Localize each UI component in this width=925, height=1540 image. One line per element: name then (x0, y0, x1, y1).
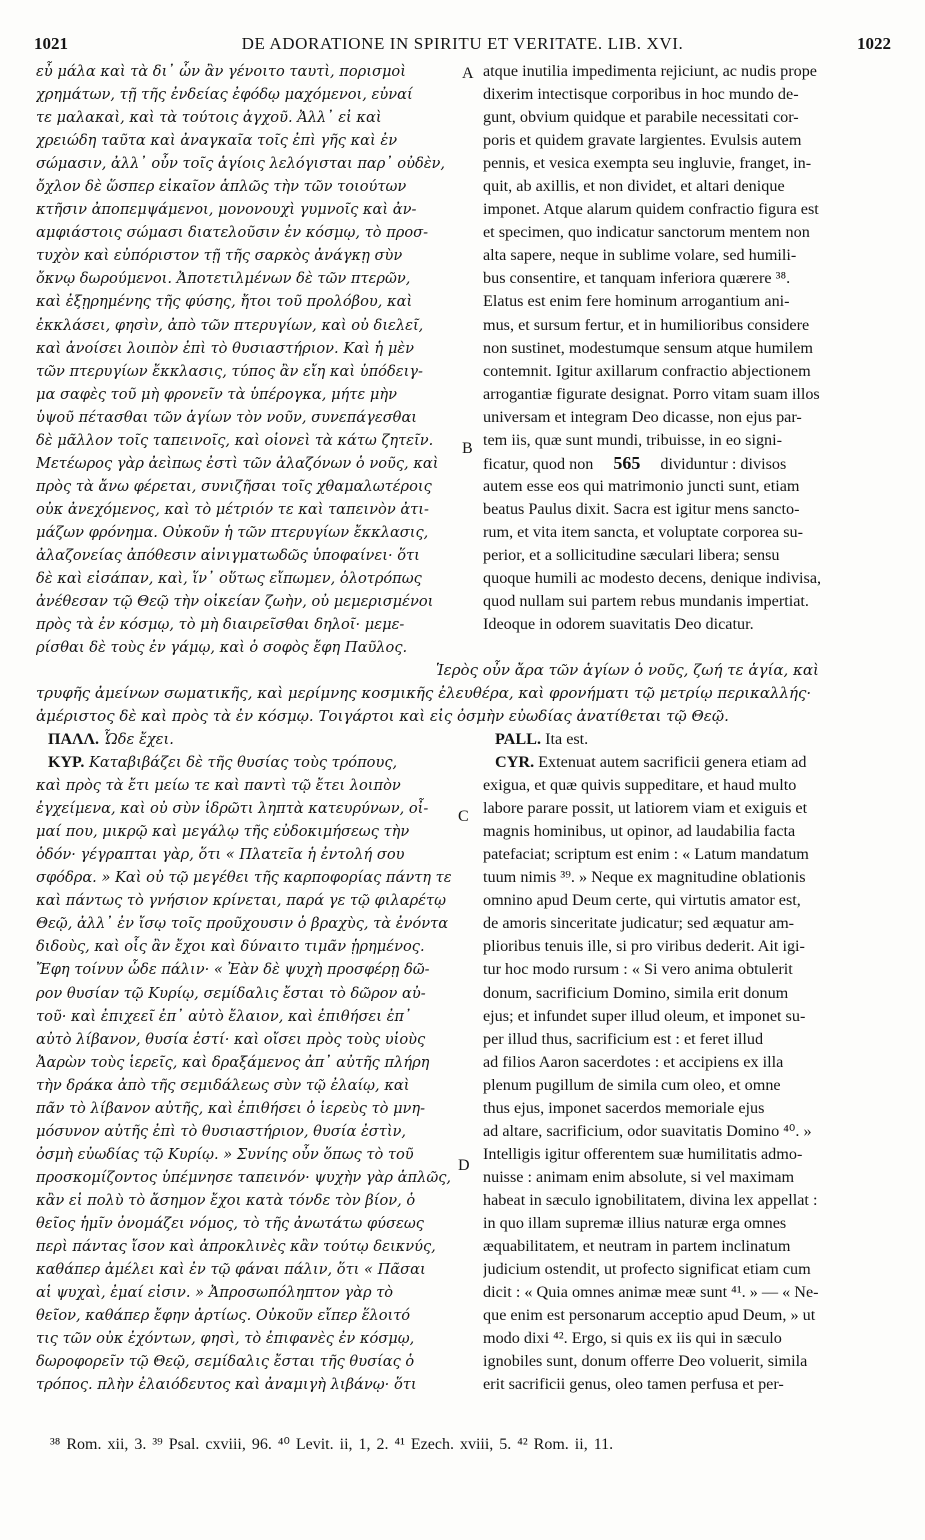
speaker-text: Καταβιβάζει δὲ τῆς θυσίας τοὺς τρόπους, (88, 754, 398, 772)
latin-text-line: perior, et a sollicitudine sæculari libera; sensu (483, 545, 780, 564)
greek-text-line: δωροφορεῖν τῷ Θεῷ, σεμίδαλις ἔσται τῆς θυσίας ὁ (36, 1353, 415, 1371)
latin-text-line: ad filios Aaron sacerdotes : et accipiens ex illa (483, 1052, 784, 1071)
latin-text-line: imponet. Atque alarum quidem confractio figura est (483, 200, 819, 219)
page-number-right: 1022 (857, 34, 891, 53)
greek-text-line: πρὸς τὰ ἄνω φέρεται, συνιζῆσαι τοῖς χθαμαλωτέροις (36, 477, 432, 495)
greek-text-line: σώμασιν, ἀλλ᾽ οὖν τοῖς ἁγίοις λελόγισται παρ᾽ οὐδὲν, (36, 155, 446, 173)
latin-text-line: contemnit. Igitur axillarum confractio abjectionem (483, 361, 811, 380)
latin-text-line: atque inutilia impedimenta rejiciunt, ac nudis prope (483, 62, 817, 80)
speaker-text: Extenuat autem sacrificii genera etiam ad (538, 753, 807, 772)
latin-text-line: beatus Paulus dixit. Sacra est igitur mens sancto- (483, 499, 800, 518)
latin-text-line: poris et quidem gravate largientes. Evulsis autem (483, 131, 802, 150)
latin-text-line: labore parare possit, ut latiorem viam et exiguis et (483, 799, 808, 818)
latin-text-line: judicium ostendit, ut profecto significat etiam cum (483, 1260, 811, 1279)
latin-text-line: quit, ab axillis, et non dividet, et altari denique (483, 177, 785, 196)
latin-text-line: pennis, et vesica exempta seu ingluvie, franget, in- (483, 154, 812, 173)
latin-text-line: habeat in sæculo ignobilitatem, divina lex appellat : (483, 1190, 818, 1209)
greek-column-bottom (36, 728, 460, 1396)
latin-text-line: quod nullam sui partem rebus mundanis impertiat. (483, 592, 809, 611)
latin-text-line: in quo illam supremæ illius naturæ erga omnes (483, 1213, 787, 1232)
speaker-pall-line (36, 728, 460, 751)
greek-text-line: περὶ πάντας ἴσον καὶ ἀπροκλινὲς κἂν τούτῳ δεικνύς, (36, 1238, 436, 1256)
greek-text-line: αἱ ψυχαὶ, ἐμαί εἰσιν. » Ἀπροσωπόληπτον γὰρ τὸ (36, 1284, 394, 1302)
latin-text-line: que enim est personarum acceptio apud Deum, » ut (483, 1306, 816, 1325)
speaker-label: ΚΥΡ. (48, 754, 85, 772)
greek-text-line: χρημάτων, τῇ τῆς ἐνδείας ἐφόδῳ μαχόμενοι, εὐναί (36, 86, 413, 104)
latin-text-line: dixerim intectisque corporibus in hoc mundo de- (483, 85, 799, 104)
latin-column-bottom (483, 728, 889, 1396)
latin-text-line: Elatus est enim fere hominum arrogantium ani- (483, 292, 790, 311)
latin-text-line: patefaciat; scriptum est enim : « Latum mandatum (483, 845, 809, 864)
margin-letter-c: C (458, 808, 469, 825)
greek-text-line: καὶ ἐξῃρημένης τῆς φύσης, ἤτοι τοῦ προλόβου, καὶ (36, 293, 413, 311)
latin-text-line: tuum nimis ³⁹. » Neque ex magnitudine oblationis (483, 868, 806, 887)
latin-text-line: rum, et vita item sancta, et voluptate corporea su- (483, 522, 804, 541)
greek-text-line: τε μαλακαὶ, καὶ τὰ τούτοις ἀγχοῦ. Ἀλλ᾽ εἰ καὶ (36, 109, 382, 127)
latin-text-line: ad altare, sacrificium, odor suavitatis Domino ⁴⁰. » (483, 1121, 812, 1140)
latin-text-line: autem esse eos qui matrimonio juncti sunt, etiam (483, 476, 800, 495)
greek-text-line: ὁδόν· γέγραπται γὰρ, ὅτι « Πλατεῖα ἡ ἐντολή σου (36, 846, 405, 864)
latin-text-line: ignobiles sunt, donum offerre Deo voluerit, simila (483, 1352, 808, 1371)
greek-text-line: οὐκ ἀνεχόμενος, καὶ τὸ μέτριόν τε καὶ ταπεινὸν ἀτι- (36, 500, 429, 518)
greek-column-top (36, 60, 460, 659)
full-width-line: τρυφῆς ἀμείνων σωματικῆς, καὶ μερίμνης κοσμικῆς ἐλευθέρα, καὶ φρονήματι τῷ μετρίῳ περικαλλής· (36, 684, 812, 703)
latin-text-line: nuisse : animam enim absolute, si vel maximam (483, 1167, 795, 1186)
greek-text-line: ἀνέθεσαν τῷ Θεῷ τὴν οἰκείαν ζωὴν, οὐ μεμερισμένοι (36, 593, 434, 611)
greek-text-line: καθάπερ ἀμέλει καὶ ἐν τῷ φάναι πάλιν, ὅτι « Πᾶσαι (36, 1261, 426, 1279)
greek-text-line: μα σαφὲς τοῦ μὴ φρονεῖν τὰ ὑπέρογκα, μήτε μὴν (36, 385, 397, 403)
greek-text-line: τὴν δράκα ἀπὸ τῆς σεμιδάλεως σὺν τῷ ἐλαίῳ, καὶ (36, 1076, 410, 1094)
latin-text-line: Ideoque in odorem suavitatis Deo dicatur. (483, 615, 754, 634)
full-width-line: ἀμέριστος δὲ καὶ πρὸς τὰ ἐν κόσμῳ. Τοιγάρτοι καὶ εἰς ὀσμὴν εὐωδίας ἀνατίθεται τῷ Θεῷ. (36, 707, 729, 726)
latin-text-line: dicit : « Quia omnes animæ meæ sunt ⁴¹. » — « Ne- (483, 1283, 819, 1302)
latin-text-line: bus consentire, et tanquam inferiora quærere ³⁸. (483, 269, 791, 288)
greek-text-line: θεῖος ἡμῖν ὀνομάζει νόμος, τὸ τῆς ἀνωτάτω φύσεως (36, 1214, 424, 1232)
greek-text-line: τρόπος. πλὴν ἐλαιόδευτος καὶ ἀναμιγὴ λιβάνῳ· ὅτι (36, 1376, 417, 1394)
greek-text-line: Μετέωρος γὰρ ἀεὶπως ἐστὶ τῶν ἀλαζόνων ὁ νοῦς, καὶ (36, 454, 439, 472)
page-number-left: 1021 (34, 34, 68, 53)
greek-text-line: αμφιάστοις σώμασι διατελοῦσιν ἐν κόσμῳ, τὸ προσ- (36, 224, 429, 242)
margin-letter-d: D (458, 1157, 470, 1174)
latin-text-line: thus ejus, imponet sacerdos memoriale ejus (483, 1098, 765, 1117)
greek-text-line: κτῆσιν ἀποπεμψάμενοι, μονονουχὶ γυμνοῖς καὶ ἀν- (36, 201, 417, 219)
greek-text-line: δὲ καὶ εἰσάπαν, καὶ, ἵν᾽ οὕτως εἴπωμεν, ὁλοτρόπως (36, 570, 422, 588)
latin-text-line: plioribus tenuis ille, si pro viribus dederit. Ait igi- (483, 937, 805, 956)
greek-text-line: διδοὺς, καὶ οἷς ἂν ἔχοι καὶ δύναιτο τιμᾶν ᾑρημένος. (36, 938, 425, 956)
greek-text-line: αὐτὸ λίβανον, θυσία ἐστί· καὶ οἴσει πρὸς τοὺς υἱοὺς (36, 1030, 426, 1048)
greek-text-line: σφόδρα. » Καὶ οὐ τῷ μεγέθει τῆς καρποφορίας πάντη τε (36, 869, 452, 887)
latin-text-line: plenum pugillum de simila cum oleo, et omne (483, 1075, 781, 1094)
latin-text-fragment: dividuntur : divisos (660, 454, 787, 473)
latin-text-line: donum, sacrificium Domino, simila erit donum (483, 983, 789, 1002)
greek-text-line: Ἔφη τοίνυν ὧδε πάλιν· « Ἐὰν δὲ ψυχὴ προσφέρῃ δῶ- (36, 961, 430, 979)
latin-text-line: alta sapere, neque in sublime volare, sed humili- (483, 246, 797, 265)
greek-text-line: καὶ ἀνοίσει λοιπὸν ἐπὶ τὸ θυσιαστήριον. Καὶ ἡ μὲν (36, 339, 415, 357)
latin-text-line: tur hoc modo rursum : « Si vero anima obtulerit (483, 960, 793, 979)
full-width-line: Ἱερὸς οὖν ἄρα τῶν ἁγίων ὁ νοῦς, ζωή τε ἁγία, καὶ (436, 661, 819, 679)
greek-text-line: μόσυνον αὐτῆς ἐπὶ τὸ θυσιαστήριον, θυσία ἐστὶν, (36, 1122, 407, 1140)
latin-text-line: omnino apud Deum certe, qui virtutis amator est, (483, 891, 801, 910)
greek-text-line: τις τῶν οὐκ ἐχόντων, φησὶ, τὸ ἐπιφανὲς ἐν κόσμῳ, (36, 1330, 415, 1348)
greek-text-line: χρειώδη ταῦτα καὶ ἀναγκαῖα τοῖς ἐπὶ γῆς καὶ ἐν (36, 132, 398, 150)
greek-text-line: Θεῷ, ἀλλ᾽ ἐν ἴσῳ τοῖς προῦχουσιν ὁ βραχὺς, τὰ ἐνόντα (36, 915, 449, 933)
speaker-pall-line (483, 728, 889, 751)
greek-text-line: καὶ πάντως τὸ γνήσιον κρίνεται, παρά γε τῷ φιλαρέτῳ (36, 892, 446, 910)
latin-text-line: non sustinet, modestumque sensum atque humilem (483, 338, 814, 357)
speaker-text: Ὧδε ἔχει. (103, 731, 174, 748)
greek-text-line: τῶν πτερυγίων ἔκκλασις, τύπος ἂν εἴη καὶ ὑπόδειγ- (36, 362, 423, 380)
greek-text-line: ὀσμὴ εὐωδίας τῷ Κυρίῳ. » Συνίης οὖν ὅπως τὸ τοῦ (36, 1145, 414, 1163)
latin-text-line: magnis hominibus, ut opinor, ad laudabilia facta (483, 822, 796, 841)
latin-text-line: per illud thus, sacrificium est : et feret illud (483, 1029, 764, 1048)
latin-text-line: universam et integram Deo dicasse, non ejus par- (483, 407, 802, 426)
greek-text-line: ἐκκλάσει, φησὶν, ἀπὸ τῶν πτερυγίων, καὶ οὐ διελεῖ, (36, 316, 424, 334)
margin-letter-a: A (462, 65, 474, 82)
greek-text-line: θεῖον, καθάπερ ἔφην ἀρτίως. Οὐκοῦν εἴπερ ἕλοιτό (36, 1307, 411, 1325)
greek-text-line: προσκομίζοντος ὑπέμνησε ταπεινόν· ψυχὴν γὰρ ἁπλῶς, (36, 1168, 452, 1186)
latin-text-line: de amoris sinceritate judicatur; sed æquatur am- (483, 914, 795, 933)
speaker-text: Ita est. (545, 730, 589, 748)
greek-text-line: δὲ μᾶλλον τοῖς ταπεινοῖς, καὶ οἱονεὶ τὰ κάτω ζητεῖν. (36, 431, 434, 449)
latin-text-line: et specimen, quo indicatur sanctorum mentem non (483, 223, 810, 242)
latin-text-line: quoque humili ac modesto decens, denique indivisa, (483, 569, 822, 588)
latin-text-line: æquabilitatem, et neutram in partem inclinatum (483, 1237, 791, 1256)
greek-text-line: ρίσθαι δὲ τοὺς ἐν γάμῳ, καὶ ὁ σοφὸς ἔφη Παῦλος. (36, 639, 408, 657)
greek-text-line: ὄκνῳ δωρούμενοι. Ἀποτετιλμένων δὲ τῶν πτερῶν, (36, 270, 411, 288)
speaker-label: CYR. (495, 753, 535, 772)
running-title: DE ADORATIONE IN SPIRITU ET VERITATE. LIB. XVI. (241, 34, 684, 53)
greek-text-line: κἂν εἰ πολὺ τὸ ἄσημον ἔχοι κατὰ τόνδε τὸν βίον, ὁ (36, 1191, 416, 1209)
latin-text-line: ejus; et infundet super illud oleum, et imponet su- (483, 1006, 806, 1025)
latin-text-line: modo dixi ⁴². Ergo, si quis ex iis qui in sæculo (483, 1329, 782, 1348)
latin-text-line: arrogantiæ figurate designat. Porro vitam suam illos (483, 384, 820, 403)
greek-text-line: ἀλαζονείας ἀπόθεσιν αἰνιγματωδῶς ὑποφαίνει· ὅτι (36, 546, 420, 564)
greek-text-line: τυχὸν καὶ εὐπόριστον τῇ τῆς σαρκὸς ἀνάγκῃ σὺν (36, 247, 403, 265)
greek-text-line: τοῦ· καὶ ἐπιχεεῖ ἐπ᾽ αὐτὸ ἔλαιον, καὶ ἐπιθήσει ἐπ᾽ (36, 1007, 412, 1025)
greek-text-line: εὖ μάλα καὶ τὰ δι᾽ ὧν ἂν γένοιτο ταυτὶ, πορισμοὶ (36, 63, 406, 80)
column-number-marker: 565 (613, 452, 641, 473)
latin-text-line: gunt, obvium quidque et parabile necessitati cor- (483, 108, 799, 127)
latin-text-line: Intelligis igitur offerentem suæ humilitatis admo- (483, 1144, 803, 1163)
greek-text-line: ἐγχείμενα, καὶ οὐ σὺν ἱδρῶτι ληπτὰ κατευρύνων, οἶ- (36, 800, 429, 818)
latin-text-fragment: ficatur, quod non (483, 454, 594, 473)
latin-text-line: mus, et sursum fertur, et in humilioribus considere (483, 315, 810, 334)
running-header (34, 34, 891, 58)
greek-text-line: καὶ πρὸς τὰ ἔτι μείω τε καὶ παντὶ τῷ ἔτει λοιπὸν (36, 777, 401, 795)
greek-text-line: Ἀαρὼν τοὺς ἱερεῖς, καὶ δραξάμενος ἀπ᾽ αὐτῆς πλήρη (36, 1053, 430, 1071)
speaker-cyr-line (36, 751, 460, 774)
greek-text-line: πᾶν τὸ λίβανον αὐτῆς, καὶ ἐπιθήσει ὁ ἱερεὺς τὸ μνη- (36, 1099, 426, 1117)
speaker-label: PALL. (495, 730, 542, 748)
speaker-cyr-line (483, 751, 889, 774)
footnotes: ³⁸ Rom. xii, 3. ³⁹ Psal. cxviii, 96. ⁴⁰ Levit. ii, 1, 2. ⁴¹ Ezech. xviii, 5. ⁴² Rom. ii, 11. (50, 1436, 614, 1453)
margin-letter-b: B (462, 440, 473, 457)
greek-text-line: ὑψοῦ πέτασθαι τῶν ἁγίων τὸν νοῦν, συνεπάγεσθαι (36, 408, 418, 426)
latin-text-line (483, 452, 889, 475)
latin-text-line: tem iis, quæ sunt mundi, tribuisse, in eo signi- (483, 430, 783, 449)
greek-text-line: ὄχλον δὲ ὥσπερ εἰκαῖον ἁπλῶς τὴν τῶν τοιούτων (36, 178, 407, 196)
greek-text-line: μαί που, μικρῷ καὶ μεγάλῳ τῆς εὐδοκιμήσεως τὴν (36, 823, 410, 841)
greek-text-line: πρὸς τὰ ἐν κόσμῳ, τὸ μὴ διαιρεῖσθαι δηλοῖ· μεμε- (36, 616, 405, 634)
greek-text-line: ρον θυσίαν τῷ Κυρίῳ, σεμίδαλις ἔσται τὸ δῶρον αὐ- (36, 984, 426, 1002)
latin-text-line: erit sacrificii genus, oleo tamen perfusa et per- (483, 1375, 784, 1394)
latin-text-line: exigua, et quæ quivis suppeditare, et haud multo (483, 776, 797, 795)
latin-column-top (483, 60, 889, 636)
greek-text-line: μάζων φρόνημα. Οὐκοῦν ἡ τῶν πτερυγίων ἔκκλασις, (36, 523, 429, 541)
speaker-label: ΠΑΛΛ. (48, 731, 99, 748)
full-width-paragraph (36, 659, 891, 728)
